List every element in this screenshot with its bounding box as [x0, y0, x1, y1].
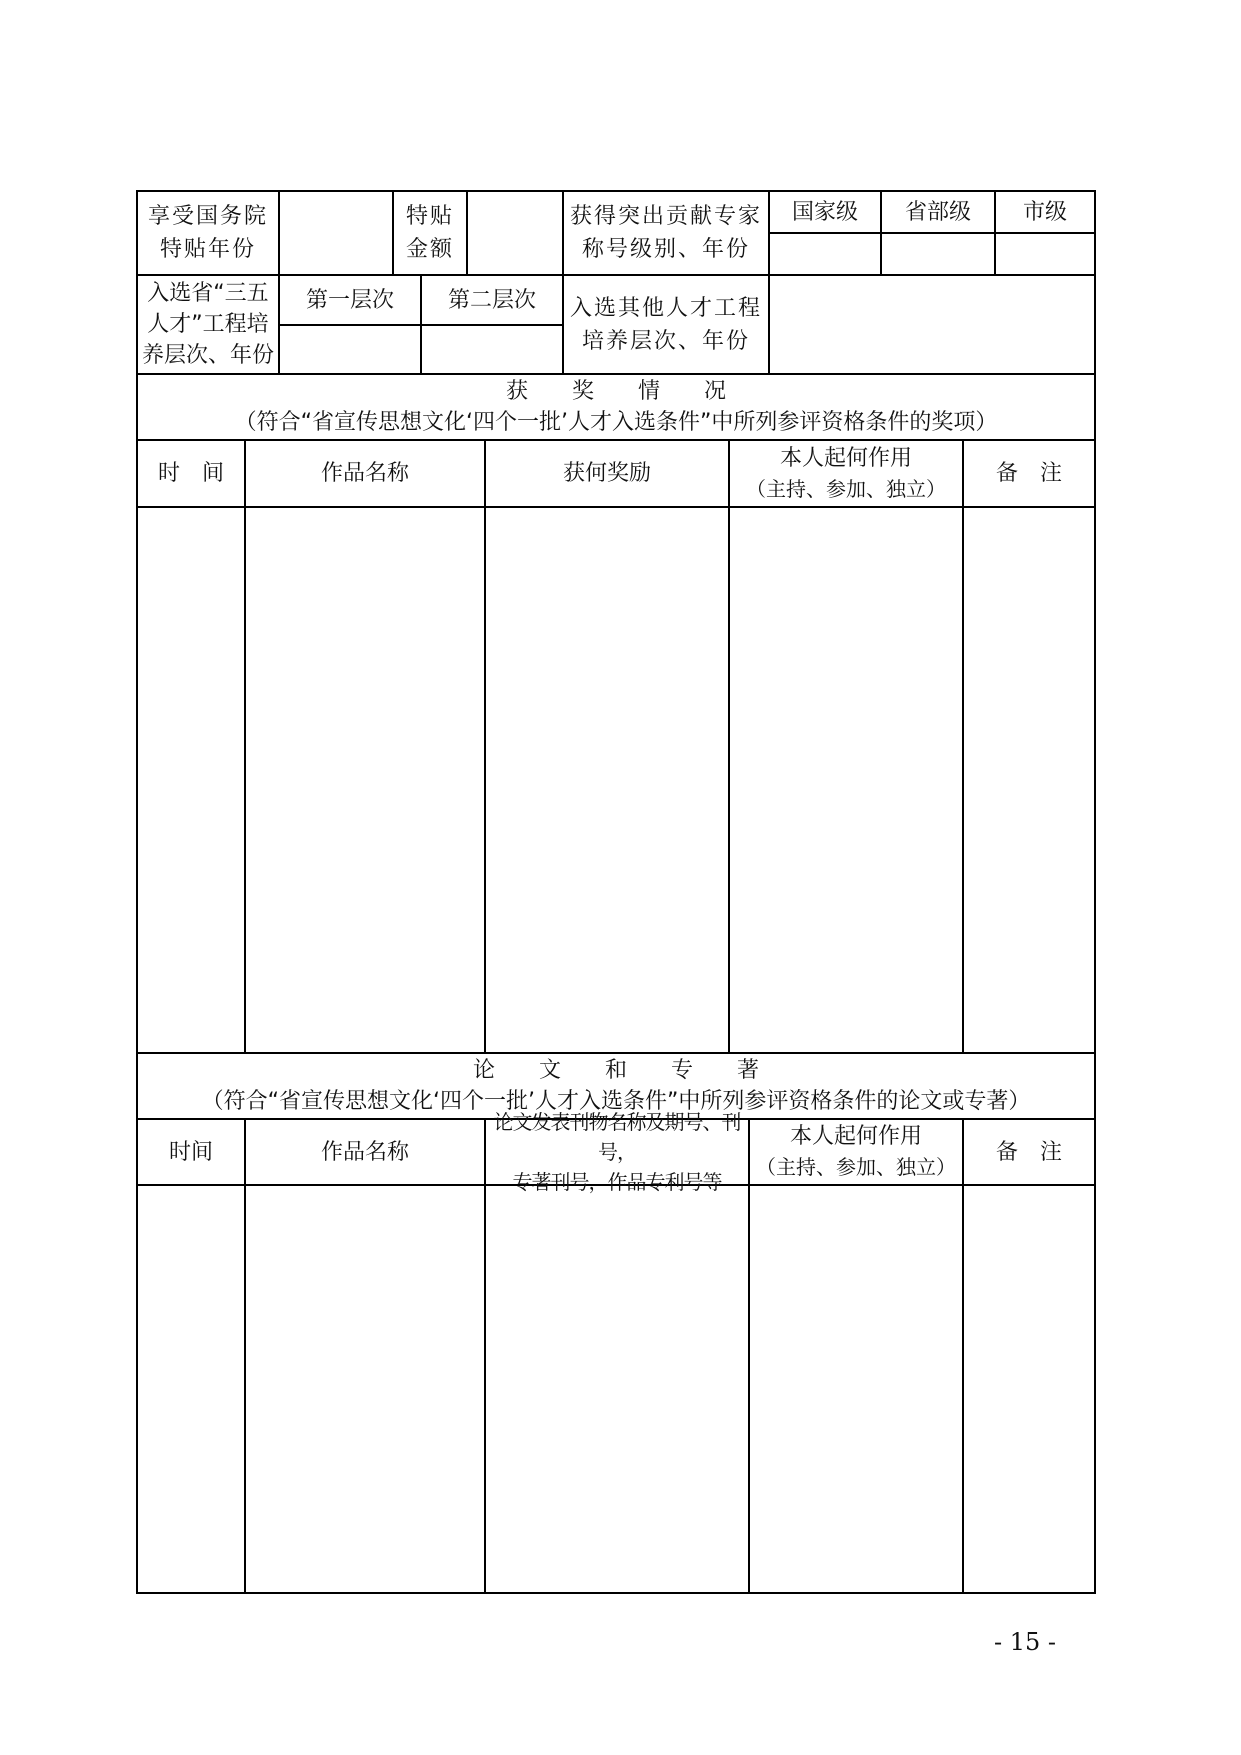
papers-col-publication: 论文发表刊物名称及期号、刊号， 专著刊号，作品专利号等 — [493, 1110, 741, 1194]
subsidy-year-field[interactable] — [280, 192, 392, 274]
level-provincial-field[interactable] — [882, 234, 994, 274]
awards-col-work-name: 作品名称 — [320, 461, 409, 486]
papers-note: （符合“省宣传思想文化‘四个一批’人才入选条件”中所列参评资格条件的论文或专著） — [201, 1089, 1031, 1114]
papers-col-remarks: 备 注 — [995, 1139, 1062, 1165]
tier-second-field[interactable] — [422, 326, 562, 373]
sanwu-label: 入选省“三五 人才”工程培 养层次、年份 — [141, 281, 274, 368]
page-number: - 15 - — [993, 1628, 1056, 1656]
other-talent-field[interactable] — [770, 276, 1094, 373]
awards-award-field[interactable] — [486, 508, 728, 1052]
level-city-field[interactable] — [996, 234, 1094, 274]
awards-role-field[interactable] — [730, 508, 962, 1052]
awards-heading: 获奖情况 — [505, 379, 770, 404]
awards-time-field[interactable] — [138, 508, 244, 1052]
papers-work-name-field[interactable] — [246, 1186, 484, 1592]
awards-heading-block — [138, 375, 1094, 439]
awards-col-role: 本人起何作用 （主持、参加、独立） — [746, 445, 946, 501]
papers-col-time: 时间 — [168, 1139, 213, 1165]
other-talent-label: 入选其他人才工程 培养层次、年份 — [569, 295, 762, 354]
papers-publication-field[interactable] — [486, 1186, 748, 1592]
awards-col-time: 时 间 — [157, 461, 224, 486]
expert-title-label: 获得突出贡献专家 称号级别、年份 — [569, 204, 762, 262]
awards-note: （符合“省宣传思想文化‘四个一批’人才入选条件”中所列参评资格条件的奖项） — [234, 410, 998, 435]
papers-heading: 论文和专著 — [472, 1058, 803, 1083]
level-national-field[interactable] — [770, 234, 880, 274]
awards-remarks-field[interactable] — [964, 508, 1094, 1052]
awards-col-remarks: 备 注 — [995, 461, 1062, 486]
subsidy-amount-field[interactable] — [468, 192, 562, 274]
papers-remarks-field[interactable] — [964, 1186, 1094, 1592]
papers-col-work-name: 作品名称 — [320, 1139, 409, 1165]
table-border-bottom — [136, 1592, 1096, 1594]
tier-second-label: 第二层次 — [447, 287, 536, 313]
tier-first-field[interactable] — [280, 326, 420, 373]
subsidy-year-label: 享受国务院 特贴年份 — [147, 204, 268, 262]
papers-col-role: 本人起何作用 （主持、参加、独立） — [756, 1124, 956, 1179]
papers-time-field[interactable] — [138, 1186, 244, 1592]
level-national-label: 国家级 — [791, 199, 858, 225]
level-city-label: 市级 — [1022, 199, 1067, 225]
subsidy-amount-label: 特贴 金额 — [405, 204, 454, 262]
level-provincial-label: 省部级 — [904, 199, 971, 225]
awards-col-award: 获何奖励 — [562, 461, 651, 486]
tier-first-label: 第一层次 — [305, 287, 394, 313]
papers-role-field[interactable] — [750, 1186, 962, 1592]
table-border-right — [1094, 190, 1096, 1594]
awards-work-name-field[interactable] — [246, 508, 484, 1052]
